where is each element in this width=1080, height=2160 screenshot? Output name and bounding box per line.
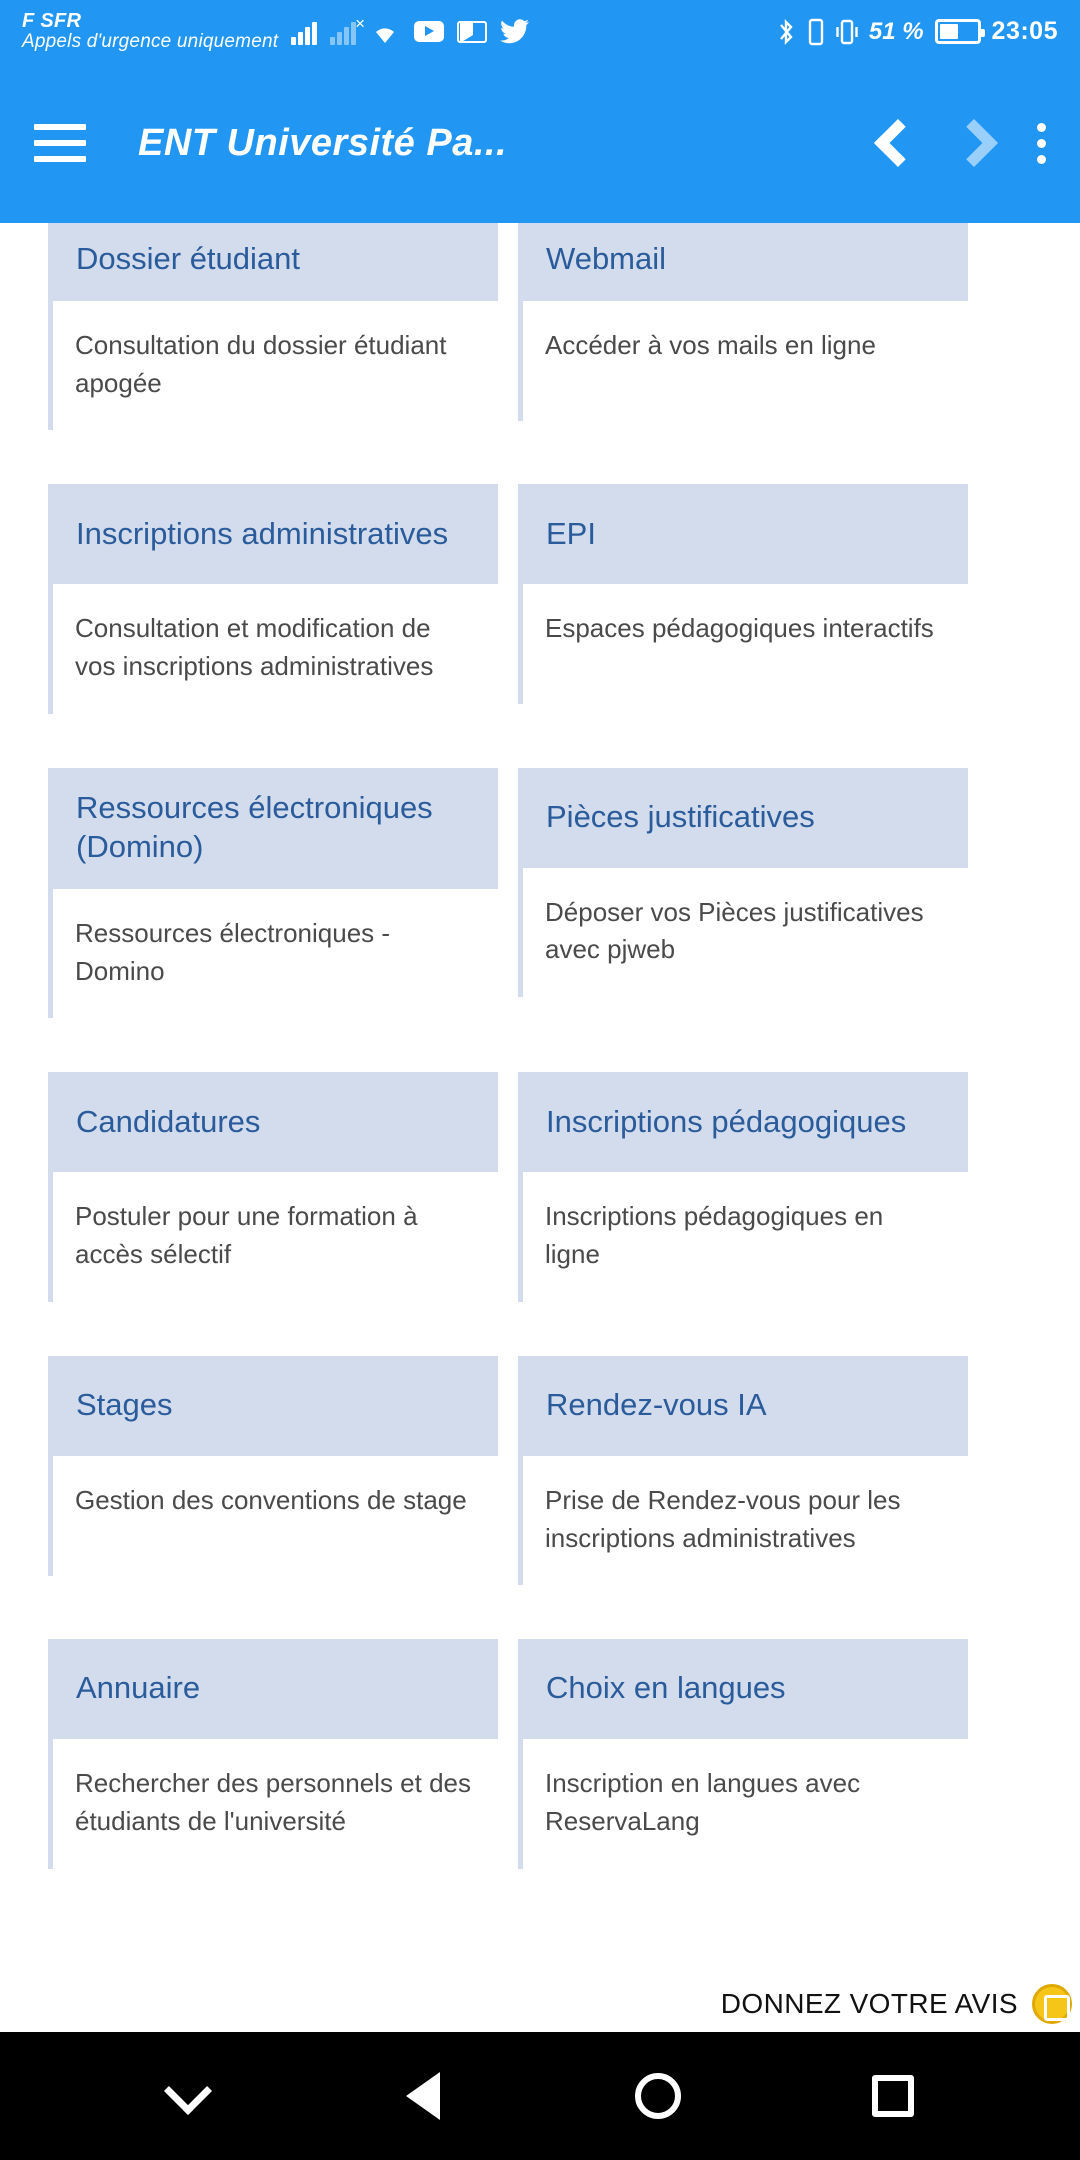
status-icons-left bbox=[291, 13, 530, 45]
nav-back-button[interactable] bbox=[348, 2056, 498, 2136]
service-card[interactable] bbox=[48, 1072, 498, 1301]
card-body bbox=[48, 584, 498, 713]
gmail-icon bbox=[457, 21, 487, 43]
service-card[interactable] bbox=[48, 484, 498, 713]
status-icons-right bbox=[776, 17, 1058, 46]
status-clock: 23:05 bbox=[991, 17, 1058, 45]
card-body bbox=[48, 301, 498, 430]
card-description: Ressources électroniques - Domino bbox=[75, 918, 391, 986]
twitter-icon bbox=[500, 19, 530, 44]
wifi-icon bbox=[369, 19, 401, 45]
signal-bars-icon bbox=[291, 19, 317, 45]
service-card[interactable] bbox=[48, 768, 498, 1019]
battery-icon bbox=[935, 19, 981, 44]
card-description: Rechercher des personnels et des étudiants de l'université bbox=[75, 1768, 472, 1836]
card-header bbox=[518, 223, 968, 301]
battery-percent: 51 % bbox=[868, 17, 924, 45]
bluetooth-icon bbox=[776, 18, 796, 46]
card-description: Prise de Rendez-vous pour les inscriptions administratives bbox=[545, 1484, 901, 1553]
card-description: Gestion des conventions de stage bbox=[75, 1484, 467, 1515]
service-card[interactable] bbox=[48, 1639, 498, 1868]
circle-home-icon bbox=[635, 2073, 681, 2119]
service-card[interactable] bbox=[518, 1639, 968, 1868]
card-body bbox=[48, 1739, 498, 1868]
feedback-label: DONNEZ VOTRE AVIS bbox=[720, 1988, 1018, 2019]
card-body bbox=[518, 301, 968, 421]
card-header bbox=[48, 1639, 498, 1739]
kebab-menu-icon[interactable] bbox=[1037, 123, 1046, 164]
card-body bbox=[518, 868, 968, 997]
app-bar bbox=[0, 63, 1080, 223]
card-header bbox=[48, 484, 498, 584]
card-title: Inscriptions pédagogiques bbox=[546, 1103, 907, 1139]
vibrate-icon bbox=[836, 18, 858, 46]
card-title: Stages bbox=[76, 1387, 173, 1422]
chevron-right-icon[interactable] bbox=[950, 119, 998, 167]
card-description: Déposer vos Pièces justificatives avec pjweb bbox=[545, 896, 924, 965]
triangle-back-icon bbox=[406, 2072, 440, 2120]
carrier-subtitle: Appels d'urgence uniquement bbox=[22, 31, 279, 53]
carrier-info bbox=[22, 11, 287, 52]
signal-bars-no-service-icon: × bbox=[330, 19, 356, 45]
card-row bbox=[48, 484, 1032, 713]
card-title: Rendez-vous IA bbox=[546, 1387, 767, 1422]
nav-home-button[interactable] bbox=[583, 2056, 733, 2136]
card-header bbox=[48, 768, 498, 889]
chevron-down-icon bbox=[163, 2067, 211, 2115]
card-title: Inscriptions administratives bbox=[76, 515, 449, 551]
service-card[interactable] bbox=[518, 223, 968, 430]
card-header bbox=[48, 1072, 498, 1172]
card-description: Inscriptions pédagogiques en ligne bbox=[545, 1201, 884, 1270]
card-title: Candidatures bbox=[76, 1103, 261, 1139]
card-row bbox=[48, 223, 1032, 430]
card-description: Inscription en langues avec ReservaLang bbox=[545, 1768, 861, 1836]
card-body bbox=[518, 1172, 968, 1301]
card-description: Espaces pédagogiques interactifs bbox=[545, 613, 934, 644]
card-header bbox=[518, 484, 968, 584]
card-header bbox=[518, 1356, 968, 1456]
nav-recents-button[interactable] bbox=[818, 2056, 968, 2136]
card-title: Pièces justificatives bbox=[546, 798, 815, 834]
chevron-left-icon[interactable] bbox=[874, 119, 922, 167]
card-title: Choix en langues bbox=[546, 1670, 786, 1706]
card-header bbox=[48, 1356, 498, 1456]
service-card[interactable] bbox=[518, 1072, 968, 1301]
hide-keyboard-button[interactable] bbox=[113, 2056, 263, 2136]
card-body bbox=[518, 1456, 968, 1585]
card-header bbox=[518, 768, 968, 868]
card-title: Webmail bbox=[546, 241, 667, 277]
service-card[interactable] bbox=[518, 768, 968, 1019]
sim-icon bbox=[807, 18, 825, 46]
card-title: EPI bbox=[546, 515, 596, 551]
service-card[interactable] bbox=[518, 484, 968, 713]
page-title: ENT Université Pa... bbox=[138, 121, 508, 164]
card-header bbox=[518, 1072, 968, 1172]
hamburger-menu-icon[interactable] bbox=[34, 124, 86, 162]
feedback-badge-icon bbox=[1032, 1984, 1072, 2024]
carrier-name: F SFR bbox=[22, 10, 82, 33]
card-title: Ressources électroniques (Domino) bbox=[76, 789, 433, 865]
card-row bbox=[48, 1639, 1032, 1868]
card-body bbox=[518, 584, 968, 704]
card-row bbox=[48, 768, 1032, 1019]
card-title: Annuaire bbox=[76, 1670, 201, 1706]
android-nav-bar bbox=[0, 2032, 1080, 2160]
status-bar bbox=[0, 0, 1080, 63]
card-body bbox=[518, 1739, 968, 1868]
service-card[interactable] bbox=[518, 1356, 968, 1585]
browser-nav-controls bbox=[881, 126, 991, 160]
card-description: Accéder à vos mails en ligne bbox=[545, 330, 876, 360]
square-recents-icon bbox=[872, 2075, 914, 2117]
service-card[interactable] bbox=[48, 1356, 498, 1585]
services-grid[interactable] bbox=[0, 223, 1080, 2032]
card-description: Postuler pour une formation à accès sélectif bbox=[75, 1201, 418, 1270]
card-row bbox=[48, 1072, 1032, 1301]
youtube-icon bbox=[414, 21, 444, 42]
card-body bbox=[48, 889, 498, 1018]
card-header bbox=[48, 223, 498, 301]
card-description: Consultation et modification de vos inscriptions administratives bbox=[75, 613, 434, 682]
card-body bbox=[48, 1456, 498, 1576]
card-header bbox=[518, 1639, 968, 1739]
feedback-tab[interactable] bbox=[721, 1984, 1080, 2024]
service-card[interactable] bbox=[48, 223, 498, 430]
card-title: Dossier étudiant bbox=[76, 241, 301, 277]
card-body bbox=[48, 1172, 498, 1301]
card-description: Consultation du dossier étudiant apogée bbox=[75, 330, 447, 398]
card-row bbox=[48, 1356, 1032, 1585]
